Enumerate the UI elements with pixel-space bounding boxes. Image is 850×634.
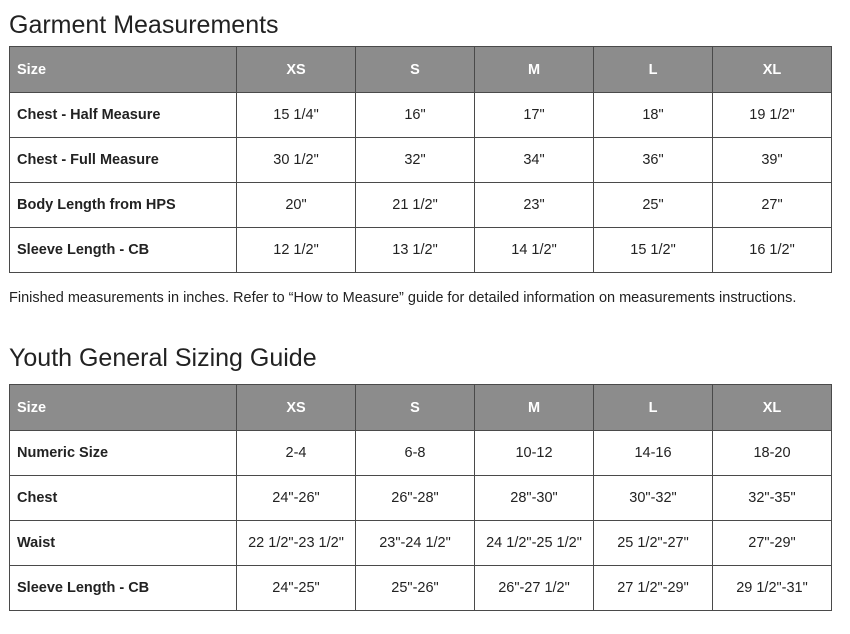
cell-m: 34" [475,138,594,183]
row-label: Sleeve Length - CB [10,228,237,273]
cell-l: 27 1/2"-29" [594,566,713,611]
cell-l: 36" [594,138,713,183]
cell-l: 14-16 [594,431,713,476]
cell-xs: 24"-26" [237,476,356,521]
cell-s: 23"-24 1/2" [356,521,475,566]
header-m: M [475,385,594,431]
cell-s: 26"-28" [356,476,475,521]
header-xs: XS [237,47,356,93]
cell-xs: 30 1/2" [237,138,356,183]
table-row [10,431,832,476]
cell-l: 25" [594,183,713,228]
cell-xl: 32"-35" [713,476,832,521]
cell-m: 26"-27 1/2" [475,566,594,611]
cell-xl: 29 1/2"-31" [713,566,832,611]
youth-sizing-table [9,384,832,611]
cell-m: 17" [475,93,594,138]
table-row [10,476,832,521]
cell-m: 10-12 [475,431,594,476]
cell-xs: 20" [237,183,356,228]
header-xs: XS [237,385,356,431]
cell-s: 32" [356,138,475,183]
table-row [10,228,832,273]
row-label: Chest - Half Measure [10,93,237,138]
cell-s: 16" [356,93,475,138]
header-s: S [356,385,475,431]
cell-m: 14 1/2" [475,228,594,273]
cell-xs: 12 1/2" [237,228,356,273]
cell-l: 30"-32" [594,476,713,521]
cell-xl: 18-20 [713,431,832,476]
row-label: Numeric Size [10,431,237,476]
cell-m: 28"-30" [475,476,594,521]
cell-xl: 27"-29" [713,521,832,566]
cell-xl: 39" [713,138,832,183]
header-xl: XL [713,47,832,93]
header-xl: XL [713,385,832,431]
garment-measurements-title: Garment Measurements [9,11,279,39]
measurement-note: Finished measurements in inches. Refer to “How to Measure” guide for detailed information on measurements instructions. [9,290,797,306]
cell-xs: 15 1/4" [237,93,356,138]
row-label: Waist [10,521,237,566]
cell-xl: 27" [713,183,832,228]
cell-xs: 2-4 [237,431,356,476]
row-label: Sleeve Length - CB [10,566,237,611]
header-s: S [356,47,475,93]
cell-xl: 16 1/2" [713,228,832,273]
cell-s: 13 1/2" [356,228,475,273]
cell-s: 6-8 [356,431,475,476]
table-header-row [10,385,832,431]
header-l: L [594,47,713,93]
table-row [10,138,832,183]
cell-xs: 22 1/2"-23 1/2" [237,521,356,566]
table-row [10,566,832,611]
youth-sizing-guide-title: Youth General Sizing Guide [9,344,317,372]
cell-xl: 19 1/2" [713,93,832,138]
row-label: Body Length from HPS [10,183,237,228]
table-header-row [10,47,832,93]
header-m: M [475,47,594,93]
cell-m: 24 1/2"-25 1/2" [475,521,594,566]
garment-measurements-table [9,46,832,273]
table-row [10,183,832,228]
table-row [10,93,832,138]
cell-m: 23" [475,183,594,228]
header-size: Size [10,385,237,431]
row-label: Chest - Full Measure [10,138,237,183]
cell-xs: 24"-25" [237,566,356,611]
header-l: L [594,385,713,431]
cell-s: 25"-26" [356,566,475,611]
header-size: Size [10,47,237,93]
cell-s: 21 1/2" [356,183,475,228]
cell-l: 18" [594,93,713,138]
row-label: Chest [10,476,237,521]
table-row [10,521,832,566]
cell-l: 15 1/2" [594,228,713,273]
cell-l: 25 1/2"-27" [594,521,713,566]
